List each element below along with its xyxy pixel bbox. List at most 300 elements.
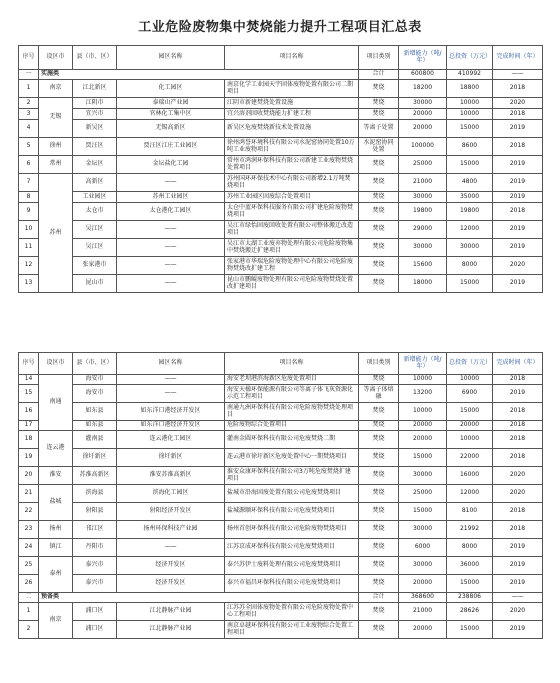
row-county: 滨海县 [73, 485, 117, 503]
row-year: 2018 [493, 375, 543, 385]
row-city: 盐城 [39, 485, 73, 521]
row-project: 吴江市绿怡固废回收处置有限公司整体搬迁改造项目 [225, 221, 359, 239]
row-park: 扬州环保科技产业园 [117, 521, 225, 539]
row-seq: 10 [19, 221, 39, 239]
row-county: 丹阳市 [73, 539, 117, 557]
table-row [19, 385, 543, 403]
row-type: 焚烧 [359, 485, 399, 503]
row-county: 苏淮高新区 [73, 467, 117, 485]
row-investment: 10000 [447, 375, 493, 385]
row-investment: 10000 [447, 431, 493, 449]
row-seq: 7 [19, 174, 39, 192]
row-project: 江阴市新建焚烧处置设施 [225, 98, 359, 109]
table-row [19, 503, 543, 521]
row-county: 海安市 [73, 375, 117, 385]
category-total-capacity: 368600 [399, 593, 447, 603]
row-year: 2018 [493, 109, 543, 120]
row-park: —— [117, 174, 225, 192]
table-row [19, 98, 543, 109]
row-county: 新吴区 [73, 120, 117, 138]
table-row [19, 80, 543, 98]
row-county: 泰兴市 [73, 575, 117, 593]
row-capacity: 25000 [399, 156, 447, 174]
row-seq: 17 [19, 421, 39, 431]
row-project: 江苏京成环保科技有限公司危废焚烧项目 [225, 539, 359, 557]
row-type: 焚烧 [359, 275, 399, 293]
row-type: 焚烧 [359, 521, 399, 539]
row-year: 2019 [493, 156, 543, 174]
row-year: 2018 [493, 431, 543, 449]
table-row [19, 521, 543, 539]
table-row [19, 403, 543, 421]
row-investment: 28626 [447, 603, 493, 621]
row-type: 焚烧 [359, 539, 399, 557]
header-county: 县（市、区） [73, 46, 117, 70]
row-county: 浦口区 [73, 603, 117, 621]
header-city: 设区市 [39, 353, 73, 375]
row-type: 焚烧 [359, 174, 399, 192]
row-investment: 19800 [447, 203, 493, 221]
row-investment: 12000 [447, 485, 493, 503]
row-investment: 30000 [447, 239, 493, 257]
row-project: 徐州鸿誉环境科技有限公司水泥窑协同处置10万吨工业废物项目 [225, 138, 359, 156]
row-project: 太仓中蓝环保科技服务有限公司扩建危险废物焚烧项目 [225, 203, 359, 221]
project-table-1 [18, 45, 543, 293]
row-seq: 14 [19, 375, 39, 385]
row-capacity: 13200 [399, 385, 447, 403]
header-park: 园区名称 [117, 46, 225, 70]
row-investment: 8600 [447, 138, 493, 156]
table-row [19, 275, 543, 293]
header-park: 园区名称 [117, 353, 225, 375]
row-investment: 15000 [447, 575, 493, 593]
row-seq: 3 [19, 109, 39, 120]
row-seq: 12 [19, 257, 39, 275]
row-investment: 20000 [447, 421, 493, 431]
row-type: 焚烧 [359, 80, 399, 98]
category-seq: 二 [19, 593, 39, 603]
row-county: 昆山市 [73, 275, 117, 293]
row-year: 2019 [493, 621, 543, 639]
row-year: 2020 [493, 98, 543, 109]
category-row [19, 70, 543, 80]
header-capacity: 新增能力（吨/年） [399, 353, 447, 375]
header-county: 县（市、区） [73, 353, 117, 375]
row-type: 焚烧 [359, 257, 399, 275]
row-seq: 21 [19, 485, 39, 503]
header-type: 项目类别 [359, 353, 399, 375]
row-type: 焚烧 [359, 603, 399, 621]
category-seq: 一 [19, 70, 39, 80]
row-city: 南京 [39, 80, 73, 98]
row-park: 经济开发区 [117, 575, 225, 593]
category-total-investment: 410992 [447, 70, 493, 80]
row-project: 泰兴苏伊士废料处理有限公司危废焚烧项目 [225, 557, 359, 575]
row-city: 南京 [39, 603, 73, 639]
row-project: 宜兴溶剂回收焚烧能力扩建工程 [225, 109, 359, 120]
header-year: 完成时间（年） [493, 353, 543, 375]
row-year: 2019 [493, 275, 543, 293]
table-row [19, 621, 543, 639]
row-project: 江苏苏全固体废物处置有限公司危险废物处置中心工程项目 [225, 603, 359, 621]
table-row [19, 120, 543, 138]
row-capacity: 15000 [399, 503, 447, 521]
row-seq: 2 [19, 621, 39, 639]
row-capacity: 21000 [399, 603, 447, 621]
row-type: 焚烧 [359, 449, 399, 467]
header-city: 设区市 [39, 46, 73, 70]
row-capacity: 20000 [399, 109, 447, 120]
row-type: 焚烧 [359, 503, 399, 521]
row-park: 如东洋口港经济开发区 [117, 403, 225, 421]
row-year: 2019 [493, 174, 543, 192]
table-row [19, 557, 543, 575]
row-year: 2020 [493, 467, 543, 485]
row-type: 焚烧 [359, 621, 399, 639]
row-year: 2019 [493, 120, 543, 138]
row-type: 水泥窑协同处置 [359, 138, 399, 156]
row-city: 常州 [39, 156, 73, 174]
row-investment: 35000 [447, 192, 493, 203]
row-county: 贾汪区 [73, 138, 117, 156]
row-year: 2018 [493, 521, 543, 539]
row-type: 焚烧 [359, 467, 399, 485]
row-county: 工业园区 [73, 192, 117, 203]
row-park: 江北静脉产业园 [117, 621, 225, 639]
row-park: 苏州工业园区 [117, 192, 225, 203]
row-park: 无锡高新区 [117, 120, 225, 138]
table-row [19, 603, 543, 621]
row-type: 焚烧 [359, 557, 399, 575]
row-investment: 8000 [447, 539, 493, 557]
table-row [19, 109, 543, 120]
row-investment: 10000 [447, 98, 493, 109]
row-seq: 9 [19, 203, 39, 221]
row-investment: 15000 [447, 403, 493, 421]
table-row [19, 431, 543, 449]
row-seq: 24 [19, 539, 39, 557]
header-year: 完成时间（年） [493, 46, 543, 70]
row-year: 2020 [493, 603, 543, 621]
row-county: 宜兴市 [73, 109, 117, 120]
row-park: 经济开发区 [117, 557, 225, 575]
header-seq: 序号 [19, 353, 39, 375]
row-seq: 13 [19, 275, 39, 293]
row-investment: 15000 [447, 120, 493, 138]
row-year: 2018 [493, 80, 543, 98]
row-year: 2020 [493, 257, 543, 275]
row-investment: 21992 [447, 521, 493, 539]
row-project: 苏州工业园区固废综合处置项目 [225, 192, 359, 203]
row-seq: 2 [19, 98, 39, 109]
table-row [19, 449, 543, 467]
category-total-label: 合计 [359, 70, 399, 80]
row-capacity: 18000 [399, 275, 447, 293]
category-total-investment: 238806 [447, 593, 493, 603]
table-row [19, 192, 543, 203]
row-project: 吴江市太湖工业废弃物处理有限公司危险废物集中焚烧搬迁扩建项目 [225, 239, 359, 257]
row-park: 泰瑞山产业园 [117, 98, 225, 109]
row-type: 焚烧 [359, 431, 399, 449]
row-capacity: 30000 [399, 521, 447, 539]
row-capacity: 6000 [399, 539, 447, 557]
row-park: —— [117, 375, 225, 385]
row-project: 泰兴市福昌环保科技有限公司危废焚烧项目 [225, 575, 359, 593]
row-capacity: 20000 [399, 621, 447, 639]
row-park: 贾汪区江庄工业园区 [117, 138, 225, 156]
row-capacity: 20000 [399, 120, 447, 138]
row-county: 灌南县 [73, 431, 117, 449]
row-seq: 15 [19, 385, 39, 403]
row-investment: 36000 [447, 557, 493, 575]
header-investment: 总投资（万元） [447, 46, 493, 70]
row-seq: 26 [19, 575, 39, 593]
row-park: —— [117, 257, 225, 275]
row-capacity: 29000 [399, 221, 447, 239]
row-capacity: 20000 [399, 431, 447, 449]
table-row [19, 156, 543, 174]
row-type: 焚烧 [359, 221, 399, 239]
category-total-capacity: 600800 [399, 70, 447, 80]
row-year: 2018 [493, 421, 543, 431]
row-project: 南京化学工业园天宇固体废物处置有限公司二期项目 [225, 80, 359, 98]
table-row [19, 467, 543, 485]
row-type: 焚烧 [359, 156, 399, 174]
row-capacity: 30000 [399, 467, 447, 485]
row-project: 新吴区危废焚烧新技术处置设施 [225, 120, 359, 138]
row-county: 徐圩新区 [73, 449, 117, 467]
row-capacity: 25000 [399, 485, 447, 503]
category-total-year: —— [493, 593, 543, 603]
row-year: 2018 [493, 503, 543, 521]
table-row [19, 138, 543, 156]
row-city: 淮安 [39, 467, 73, 485]
row-seq: 25 [19, 557, 39, 575]
table-row [19, 485, 543, 503]
row-capacity: 10000 [399, 403, 447, 421]
row-city: 泰州 [39, 557, 73, 593]
document-title: 工业危险废物集中焚烧能力提升工程项目汇总表 [138, 20, 422, 35]
row-investment: 10000 [447, 109, 493, 120]
row-investment: 8000 [447, 257, 493, 275]
row-type: 焚烧 [359, 98, 399, 109]
row-county: 金坛区 [73, 156, 117, 174]
row-type: 焚烧 [359, 421, 399, 431]
row-seq: 1 [19, 80, 39, 98]
row-project: 危险废物综合处置项目 [225, 421, 359, 431]
row-city: 连云港 [39, 431, 73, 467]
row-year: 2019 [493, 557, 543, 575]
row-investment: 15000 [447, 275, 493, 293]
row-type: 焚烧 [359, 109, 399, 120]
header-project: 项目名称 [225, 353, 359, 375]
row-year: 2018 [493, 403, 543, 421]
row-investment: 22000 [447, 449, 493, 467]
row-county: 江阴市 [73, 98, 117, 109]
row-county: 高新区 [73, 174, 117, 192]
row-park: 化工园区 [117, 80, 225, 98]
row-park: 太仓港化工园区 [117, 203, 225, 221]
category-label: 预备类 [39, 593, 359, 603]
category-total-year: —— [493, 70, 543, 80]
row-seq: 8 [19, 192, 39, 203]
row-city: 南通 [39, 375, 73, 431]
header-type: 项目类别 [359, 46, 399, 70]
row-project: 连云港市徐圩新区危废处置中心一期焚烧项目 [225, 449, 359, 467]
row-project: 张家港市华瑞危险废物处理中心有限公司危险废物焚烧改扩建工程 [225, 257, 359, 275]
row-year: 2019 [493, 239, 543, 257]
row-seq: 11 [19, 239, 39, 257]
row-park: —— [117, 239, 225, 257]
row-investment: 4800 [447, 174, 493, 192]
row-capacity: 30000 [399, 557, 447, 575]
table-row [19, 203, 543, 221]
row-park: 江北静脉产业园 [117, 603, 225, 621]
row-project: 灌南金圆环保科技有限公司危废焚烧二期 [225, 431, 359, 449]
row-capacity: 30000 [399, 192, 447, 203]
category-total-label: 合计 [359, 593, 399, 603]
row-year: 2019 [493, 539, 543, 557]
row-investment: 8100 [447, 503, 493, 521]
category-row [19, 593, 543, 603]
row-park: 徐圩新区 [117, 449, 225, 467]
row-county: 邗江区 [73, 521, 117, 539]
row-seq: 5 [19, 138, 39, 156]
table-row [19, 174, 543, 192]
row-year: 2018 [493, 203, 543, 221]
row-park: —— [117, 385, 225, 403]
row-county: 江北新区 [73, 80, 117, 98]
project-table-2 [18, 352, 543, 639]
row-capacity: 100000 [399, 138, 447, 156]
row-type: 焚烧 [359, 375, 399, 385]
row-seq: 4 [19, 120, 39, 138]
row-capacity: 15000 [399, 449, 447, 467]
table-row [19, 421, 543, 431]
table-row [19, 539, 543, 557]
row-project: 扬州首创环保科技有限公司危险废物焚烧项目 [225, 521, 359, 539]
row-project: 常州市鸿润环保科技有限公司新建工业废物焚烧处置项目 [225, 156, 359, 174]
row-county: 海安市 [73, 385, 117, 403]
row-seq: 16 [19, 403, 39, 421]
row-seq: 23 [19, 521, 39, 539]
row-investment: 15000 [447, 156, 493, 174]
row-type: 焚烧 [359, 203, 399, 221]
table-row [19, 575, 543, 593]
row-year: 2019 [493, 385, 543, 403]
row-investment: 12000 [447, 221, 493, 239]
row-city: 无锡 [39, 98, 73, 138]
row-project: 昆山市鹏鲲废物处理有限公司危险废物焚烧处置改扩建项目 [225, 275, 359, 293]
row-type: 焚烧 [359, 403, 399, 421]
row-seq: 20 [19, 467, 39, 485]
row-park: 滨海化工园区 [117, 485, 225, 503]
row-investment: 16000 [447, 467, 493, 485]
row-city: 扬州 [39, 521, 73, 539]
row-type: 等离子体熔融 [359, 385, 399, 403]
row-county: 射阳县 [73, 503, 117, 521]
row-year: 2019 [493, 192, 543, 203]
row-seq: 22 [19, 503, 39, 521]
row-capacity: 18200 [399, 80, 447, 98]
row-park: 淮安苏淮高新区 [117, 467, 225, 485]
header-investment: 总投资（万元） [447, 353, 493, 375]
row-park: 连云港化工园区 [117, 431, 225, 449]
row-year: 2018 [493, 449, 543, 467]
row-capacity: 20000 [399, 421, 447, 431]
row-county: 浦口区 [73, 621, 117, 639]
row-type: 等离子处置 [359, 120, 399, 138]
header-project: 项目名称 [225, 46, 359, 70]
row-park: —— [117, 221, 225, 239]
row-project: 盐城市沿海固废处置有限公司危废焚烧项目 [225, 485, 359, 503]
row-county: 如东县 [73, 403, 117, 421]
row-county: 如东县 [73, 421, 117, 431]
table-row [19, 375, 543, 385]
row-seq: 19 [19, 449, 39, 467]
row-county: 吴江区 [73, 239, 117, 257]
row-project: 南通九洲环保科技有限公司危险废物焚烧处理项目 [225, 403, 359, 421]
row-project: 盐城源顺环保科技有限公司危废焚烧项目 [225, 503, 359, 521]
row-year: 2018 [493, 138, 543, 156]
row-seq: 1 [19, 603, 39, 621]
row-type: 焚烧 [359, 239, 399, 257]
table-row [19, 239, 543, 257]
row-park: 金坛盐化工园 [117, 156, 225, 174]
row-county: 太仓市 [73, 203, 117, 221]
row-type: 焚烧 [359, 192, 399, 203]
row-capacity: 21000 [399, 174, 447, 192]
table-row [19, 257, 543, 275]
row-year: 2019 [493, 575, 543, 593]
row-year: 2020 [493, 485, 543, 503]
row-project: 苏州国环环保技术中心有限公司新增2.1万吨焚烧项目 [225, 174, 359, 192]
row-investment: 18800 [447, 80, 493, 98]
table-header-row [19, 46, 543, 70]
row-park: —— [117, 539, 225, 557]
row-county: 泰兴市 [73, 557, 117, 575]
header-capacity: 新增能力（吨/年） [399, 46, 447, 70]
row-type: 焚烧 [359, 575, 399, 593]
row-investment: 6900 [447, 385, 493, 403]
row-county: 张家港市 [73, 257, 117, 275]
row-capacity: 15600 [399, 257, 447, 275]
row-capacity: 20000 [399, 575, 447, 593]
row-capacity: 30000 [399, 239, 447, 257]
row-county: 吴江区 [73, 221, 117, 239]
row-park: —— [117, 275, 225, 293]
row-capacity: 19800 [399, 203, 447, 221]
row-seq: 18 [19, 431, 39, 449]
row-seq: 6 [19, 156, 39, 174]
row-project: 南京卓越环保科技有限公司工业废物综合处置工程项目 [225, 621, 359, 639]
table-header-row [19, 353, 543, 375]
row-project: 海安老坝港滨海新区危废处置项目 [225, 375, 359, 385]
row-city: 徐州 [39, 138, 73, 156]
row-city: 镇江 [39, 539, 73, 557]
row-project: 淮安众康环保科技有限公司3万吨危废焚烧扩建项目 [225, 467, 359, 485]
header-seq: 序号 [19, 46, 39, 70]
category-label: 实施类 [39, 70, 359, 80]
row-city: 苏州 [39, 174, 73, 293]
row-project: 海安天楹环保能源有限公司等离子体飞灰资源化示范工程项目 [225, 385, 359, 403]
row-park: 射阳经济开发区 [117, 503, 225, 521]
row-year: 2019 [493, 221, 543, 239]
table-row [19, 221, 543, 239]
row-capacity: 30000 [399, 98, 447, 109]
row-park: 如东洋口港经济开发区 [117, 421, 225, 431]
row-investment: 15000 [447, 621, 493, 639]
